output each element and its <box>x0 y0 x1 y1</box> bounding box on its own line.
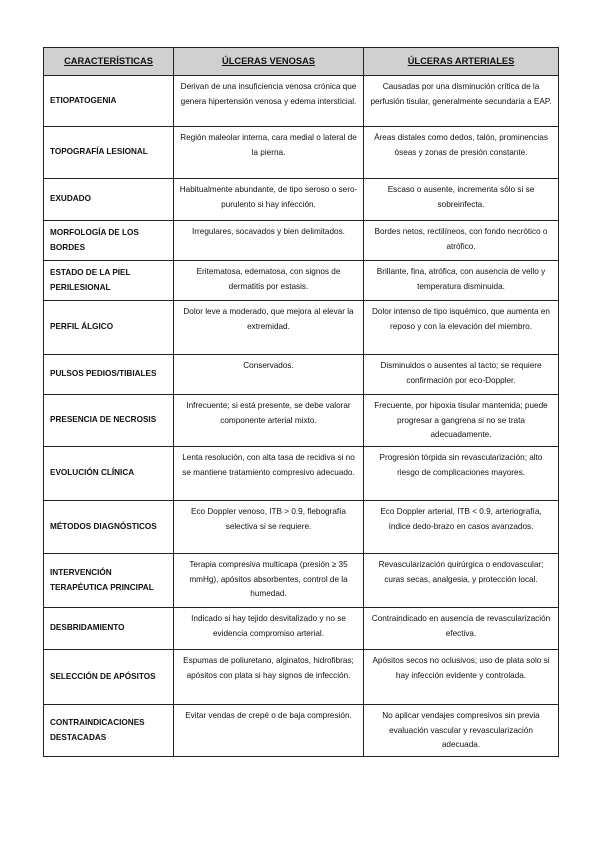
table-row <box>44 650 559 705</box>
arteriales-cell: Dolor intenso de tipo isquémico, que aumenta en reposo y con la elevación del miembro. <box>364 301 559 355</box>
row-label: MORFOLOGÍA DE LOS BORDES <box>44 221 174 261</box>
table-row <box>44 261 559 301</box>
venosas-cell: Dolor leve a moderado, que mejora al elevar la extremidad. <box>174 301 364 355</box>
row-label: MÉTODOS DIAGNÓSTICOS <box>44 501 174 554</box>
table-row <box>44 554 559 608</box>
venosas-cell: Derivan de una insuficiencia venosa crónica que genera hipertensión venosa y edema intersticial. <box>174 76 364 127</box>
arteriales-cell: Bordes netos, rectilíneos, con fondo necrótico o atrófico. <box>364 221 559 261</box>
venosas-cell: Habitualmente abundante, de tipo seroso o sero-purulento si hay infección. <box>174 179 364 221</box>
row-label: DESBRIDAMIENTO <box>44 608 174 650</box>
row-label: PULSOS PEDIOS/TIBIALES <box>44 355 174 395</box>
row-label: ESTADO DE LA PIEL PERILESIONAL <box>44 261 174 301</box>
table-row <box>44 355 559 395</box>
row-label: INTERVENCIÓN TERAPÉUTICA PRINCIPAL <box>44 554 174 608</box>
header-ulceras-arteriales: ÚLCERAS ARTERIALES <box>364 48 559 76</box>
table-row <box>44 501 559 554</box>
row-label: ETIOPATOGENIA <box>44 76 174 127</box>
table-row <box>44 76 559 127</box>
table-row <box>44 608 559 650</box>
venosas-cell: Conservados. <box>174 355 364 395</box>
row-label: EVOLUCIÓN CLÍNICA <box>44 447 174 501</box>
row-label: PRESENCIA DE NECROSIS <box>44 395 174 447</box>
venosas-cell: Eco Doppler venoso, ITB > 0.9, flebografía selectiva si se requiere. <box>174 501 364 554</box>
arteriales-cell: Escaso o ausente, incrementa sólo si se sobreinfecta. <box>364 179 559 221</box>
row-label: SELECCIÓN DE APÓSITOS <box>44 650 174 705</box>
venosas-cell: Región maleolar interna, cara medial o lateral de la pierna. <box>174 127 364 179</box>
table-row <box>44 301 559 355</box>
arteriales-cell: Áreas distales como dedos, talón, prominencias óseas y zonas de presión constante. <box>364 127 559 179</box>
table-row <box>44 179 559 221</box>
venosas-cell: Terapia compresiva multicapa (presión ≥ 35 mmHg), apósitos absorbentes, control de la humedad. <box>174 554 364 608</box>
arteriales-cell: Frecuente, por hipoxia tisular mantenida; puede progresar a gangrena si no se trata adecuadamente. <box>364 395 559 447</box>
arteriales-cell: Revascularización quirúrgica o endovascular; curas secas, analgesia, y protección local. <box>364 554 559 608</box>
row-label: PERFIL ÁLGICO <box>44 301 174 355</box>
table-row <box>44 127 559 179</box>
table-row <box>44 705 559 757</box>
venosas-cell: Lenta resolución, con alta tasa de recidiva si no se mantiene tratamiento compresivo adecuado. <box>174 447 364 501</box>
arteriales-cell: No aplicar vendajes compresivos sin previa evaluación vascular y revascularización adecuada. <box>364 705 559 757</box>
venosas-cell: Indicado si hay tejido desvitalizado y no se evidencia compromiso arterial. <box>174 608 364 650</box>
table-row <box>44 447 559 501</box>
arteriales-cell: Causadas por una disminución crítica de la perfusión tisular, generalmente secundaria a EAP. <box>364 76 559 127</box>
venosas-cell: Infrecuente; si está presente, se debe valorar componente arterial mixto. <box>174 395 364 447</box>
venosas-cell: Evitar vendas de crepé o de baja compresión. <box>174 705 364 757</box>
arteriales-cell: Brillante, fina, atrófica, con ausencia de vello y temperatura disminuida. <box>364 261 559 301</box>
comparison-table <box>43 47 559 757</box>
venosas-cell: Irregulares, socavados y bien delimitados. <box>174 221 364 261</box>
header-ulceras-venosas: ÚLCERAS VENOSAS <box>174 48 364 76</box>
arteriales-cell: Eco Doppler arterial, ITB < 0.9, arteriografía, índice dedo-brazo en casos avanzados. <box>364 501 559 554</box>
arteriales-cell: Progresión tórpida sin revascularización; alto riesgo de complicaciones mayores. <box>364 447 559 501</box>
arteriales-cell: Contraindicado en ausencia de revascularización efectiva. <box>364 608 559 650</box>
header-row <box>44 48 559 76</box>
arteriales-cell: Disminuidos o ausentes al tacto; se requiere confirmación por eco-Doppler. <box>364 355 559 395</box>
header-caracteristicas: CARACTERÍSTICAS <box>44 48 174 76</box>
table-row <box>44 395 559 447</box>
venosas-cell: Espumas de poliuretano, alginatos, hidrofibras; apósitos con plata si hay signos de infección. <box>174 650 364 705</box>
arteriales-cell: Apósitos secos no oclusivos; uso de plata solo si hay infección evidente y controlada. <box>364 650 559 705</box>
table-row <box>44 221 559 261</box>
row-label: TOPOGRAFÍA LESIONAL <box>44 127 174 179</box>
row-label: EXUDADO <box>44 179 174 221</box>
venosas-cell: Eritematosa, edematosa, con signos de dermatitis por estasis. <box>174 261 364 301</box>
row-label: CONTRAINDICACIONES DESTACADAS <box>44 705 174 757</box>
